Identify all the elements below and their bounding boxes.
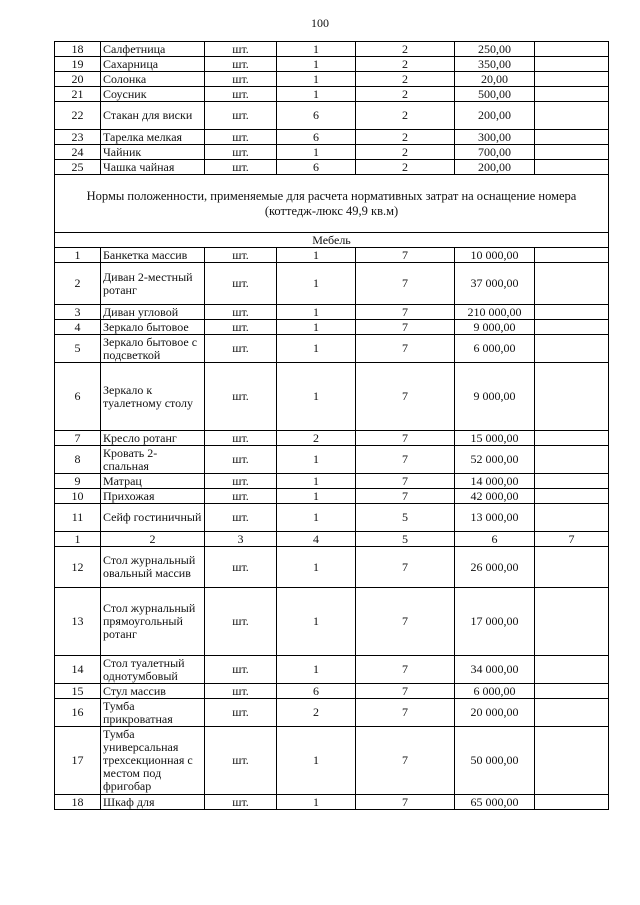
cell-extra [535,57,609,72]
table-row [55,504,609,532]
cell-qty: 1 [277,320,356,335]
cell-price: 15 000,00 [455,431,535,446]
cell-qty: 1 [277,363,356,431]
cell-years: 2 [356,57,455,72]
cell-name: Зеркало к туалетному столу [101,363,205,431]
cell-num: 24 [55,145,101,160]
cell-unit: шт. [205,335,277,363]
cell-unit: шт. [205,305,277,320]
table-row [55,87,609,102]
cell-name: Сахарница [101,57,205,72]
cell-price: 10 000,00 [455,248,535,263]
cell-name: Салфетница [101,42,205,57]
cell-name: Сейф гостиничный [101,504,205,532]
cell-price: 250,00 [455,42,535,57]
cell-years: 2 [356,72,455,87]
column-number: 7 [535,532,609,547]
cell-price: 34 000,00 [455,656,535,684]
page-number: 100 [311,16,329,30]
table-row [55,263,609,305]
cell-unit: шт. [205,656,277,684]
cell-qty: 2 [277,431,356,446]
cell-price: 20,00 [455,72,535,87]
column-numbers-block [55,532,609,547]
cell-unit: шт. [205,446,277,474]
norms-heading: Нормы положенности, применяемые для расчета нормативных затрат на оснащение номера (коттедж-люкс 49,9 кв.м) [55,175,609,233]
cell-extra [535,160,609,175]
cell-unit: шт. [205,248,277,263]
cell-name: Соусник [101,87,205,102]
cell-years: 7 [356,363,455,431]
cell-years: 7 [356,305,455,320]
cell-years: 7 [356,248,455,263]
cell-qty: 1 [277,87,356,102]
cell-unit: шт. [205,160,277,175]
cell-name: Тумба универсальная трехсекционная с местом под фригобар [101,727,205,795]
cell-num: 25 [55,160,101,175]
cell-name: Диван угловой [101,305,205,320]
cell-years: 2 [356,102,455,130]
cell-num: 22 [55,102,101,130]
cell-unit: шт. [205,363,277,431]
cell-years: 7 [356,320,455,335]
cell-years: 7 [356,547,455,588]
cell-name: Чашка чайная [101,160,205,175]
cell-name: Тумба прикроватная [101,699,205,727]
cell-price: 300,00 [455,130,535,145]
table-row [55,547,609,588]
cell-extra [535,363,609,431]
cell-unit: шт. [205,145,277,160]
cell-extra [535,684,609,699]
cell-qty: 1 [277,656,356,684]
cell-qty: 6 [277,160,356,175]
cell-qty: 1 [277,145,356,160]
cell-name: Зеркало бытовое с подсветкой [101,335,205,363]
cell-unit: шт. [205,320,277,335]
cell-num: 3 [55,305,101,320]
cell-years: 7 [356,489,455,504]
column-number: 4 [277,532,356,547]
cell-years: 7 [356,727,455,795]
cell-price: 500,00 [455,87,535,102]
cell-price: 9 000,00 [455,363,535,431]
cell-num: 4 [55,320,101,335]
cell-years: 2 [356,130,455,145]
cell-extra [535,72,609,87]
cell-num: 5 [55,335,101,363]
cell-years: 7 [356,795,455,810]
cell-extra [535,446,609,474]
table-row [55,335,609,363]
cell-extra [535,87,609,102]
cell-qty: 6 [277,684,356,699]
cell-qty: 6 [277,130,356,145]
table-row [55,699,609,727]
cell-unit: шт. [205,489,277,504]
cell-unit: шт. [205,431,277,446]
cell-unit: шт. [205,57,277,72]
cell-qty: 1 [277,42,356,57]
table-row [55,320,609,335]
norms-heading-block [55,175,609,248]
table-row [55,72,609,87]
cell-years: 7 [356,656,455,684]
cell-qty: 1 [277,474,356,489]
cell-price: 26 000,00 [455,547,535,588]
cell-name: Кресло ротанг [101,431,205,446]
cell-extra [535,727,609,795]
cell-years: 7 [356,699,455,727]
table-row [55,446,609,474]
cell-num: 1 [55,248,101,263]
furniture-rows-b [55,547,609,810]
column-number: 6 [455,532,535,547]
cell-name: Солонка [101,72,205,87]
cell-years: 7 [356,335,455,363]
cell-years: 5 [356,504,455,532]
cell-qty: 1 [277,305,356,320]
cell-unit: шт. [205,504,277,532]
cell-years: 7 [356,446,455,474]
cell-num: 7 [55,431,101,446]
cell-num: 6 [55,363,101,431]
cell-price: 350,00 [455,57,535,72]
table-row [55,431,609,446]
cell-extra [535,547,609,588]
cell-extra [535,42,609,57]
column-number: 5 [356,532,455,547]
cell-name: Диван 2-местный ротанг [101,263,205,305]
table-row [55,363,609,431]
table-row [55,57,609,72]
cell-qty: 6 [277,102,356,130]
table-row [55,727,609,795]
cell-num: 10 [55,489,101,504]
cell-extra [535,588,609,656]
cell-price: 6 000,00 [455,335,535,363]
cell-num: 2 [55,263,101,305]
cell-qty: 1 [277,57,356,72]
cell-name: Кровать 2- спальная [101,446,205,474]
furniture-rows-a [55,248,609,532]
cell-extra [535,320,609,335]
cell-extra [535,102,609,130]
cell-qty: 1 [277,547,356,588]
cell-num: 23 [55,130,101,145]
cell-price: 14 000,00 [455,474,535,489]
cell-qty: 2 [277,699,356,727]
cell-price: 200,00 [455,160,535,175]
cell-qty: 1 [277,335,356,363]
cell-num: 17 [55,727,101,795]
cell-num: 8 [55,446,101,474]
cell-name: Стол журнальный овальный массив [101,547,205,588]
cell-name: Стул массив [101,684,205,699]
table-row [55,248,609,263]
cell-years: 2 [356,160,455,175]
cell-price: 210 000,00 [455,305,535,320]
cell-price: 9 000,00 [455,320,535,335]
cell-qty: 1 [277,588,356,656]
cell-qty: 1 [277,795,356,810]
table-row [55,160,609,175]
cell-name: Чайник [101,145,205,160]
cell-num: 11 [55,504,101,532]
cell-price: 65 000,00 [455,795,535,810]
cell-extra [535,504,609,532]
cell-years: 7 [356,588,455,656]
table-row [55,102,609,130]
table-row [55,305,609,320]
table-row [55,489,609,504]
table-row [55,130,609,145]
cell-extra [535,248,609,263]
table-row [55,588,609,656]
cell-name: Зеркало бытовое [101,320,205,335]
cell-num: 13 [55,588,101,656]
section-title: Мебель [55,233,609,248]
cell-name: Шкаф для [101,795,205,810]
cell-qty: 1 [277,727,356,795]
cell-unit: шт. [205,42,277,57]
cell-years: 2 [356,145,455,160]
cell-price: 6 000,00 [455,684,535,699]
cell-extra [535,305,609,320]
cell-extra [535,699,609,727]
cell-num: 21 [55,87,101,102]
cell-num: 14 [55,656,101,684]
cell-price: 52 000,00 [455,446,535,474]
cell-extra [535,431,609,446]
table-row [55,684,609,699]
cell-qty: 1 [277,72,356,87]
cell-years: 7 [356,263,455,305]
cell-num: 20 [55,72,101,87]
cell-years: 7 [356,474,455,489]
cell-num: 19 [55,57,101,72]
cell-extra [535,474,609,489]
cell-unit: шт. [205,87,277,102]
cell-unit: шт. [205,727,277,795]
cell-price: 200,00 [455,102,535,130]
cell-extra [535,656,609,684]
column-number: 3 [205,532,277,547]
cell-name: Стол туалетный однотумбовый [101,656,205,684]
cell-unit: шт. [205,588,277,656]
cell-price: 700,00 [455,145,535,160]
table-row [55,42,609,57]
cell-name: Прихожая [101,489,205,504]
table-row [55,145,609,160]
cell-num: 16 [55,699,101,727]
cell-unit: шт. [205,102,277,130]
cell-price: 20 000,00 [455,699,535,727]
cell-name: Стол журнальный прямоугольный ротанг [101,588,205,656]
cell-num: 12 [55,547,101,588]
cell-qty: 1 [277,489,356,504]
cell-num: 18 [55,795,101,810]
cell-unit: шт. [205,130,277,145]
cell-unit: шт. [205,699,277,727]
cell-years: 7 [356,431,455,446]
cell-qty: 1 [277,446,356,474]
table-row [55,474,609,489]
cell-price: 13 000,00 [455,504,535,532]
cell-price: 50 000,00 [455,727,535,795]
cell-qty: 1 [277,263,356,305]
cell-num: 15 [55,684,101,699]
column-number: 1 [55,532,101,547]
cell-price: 37 000,00 [455,263,535,305]
cell-extra [535,795,609,810]
cell-years: 2 [356,87,455,102]
cell-num: 9 [55,474,101,489]
cell-name: Тарелка мелкая [101,130,205,145]
column-number: 2 [101,532,205,547]
cell-qty: 1 [277,248,356,263]
table-row [55,795,609,810]
norms-table [54,41,609,810]
cell-name: Банкетка массив [101,248,205,263]
cell-extra [535,145,609,160]
cell-extra [535,489,609,504]
cell-unit: шт. [205,263,277,305]
cell-price: 17 000,00 [455,588,535,656]
cell-unit: шт. [205,795,277,810]
cell-extra [535,335,609,363]
cell-extra [535,130,609,145]
cell-unit: шт. [205,474,277,489]
cell-unit: шт. [205,72,277,87]
cell-name: Стакан для виски [101,102,205,130]
cell-years: 7 [356,684,455,699]
table-row [55,656,609,684]
cell-name: Матрац [101,474,205,489]
top-rows [55,42,609,175]
cell-price: 42 000,00 [455,489,535,504]
cell-unit: шт. [205,547,277,588]
cell-years: 2 [356,42,455,57]
cell-extra [535,263,609,305]
cell-unit: шт. [205,684,277,699]
cell-num: 18 [55,42,101,57]
cell-qty: 1 [277,504,356,532]
